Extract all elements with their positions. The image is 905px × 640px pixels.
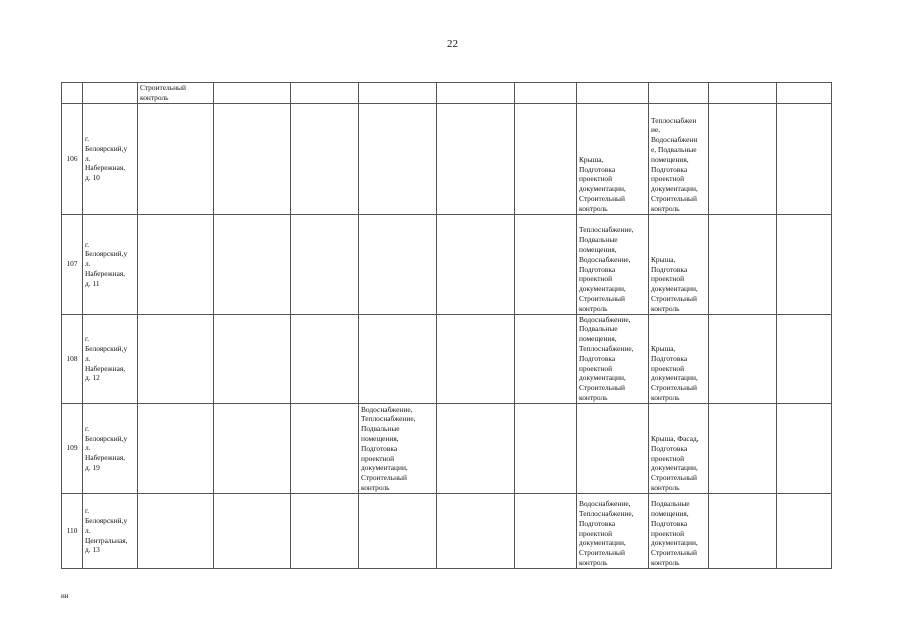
work-type-cell xyxy=(777,103,832,214)
work-type-cell xyxy=(214,403,291,493)
work-type-cell xyxy=(709,214,777,314)
cell-text: г. Белоярский,у л. Набережная, д. 11 xyxy=(85,239,128,288)
cell-text: г. Белоярский,у л. Набережная, д. 10 xyxy=(85,134,128,183)
cell-text: Теплоснабжен ие, Водоснабжени е, Подвальные помещения, Подготовка проектной документации, Строительный контроль xyxy=(651,115,698,213)
work-type-cell xyxy=(709,83,777,104)
work-type-cell xyxy=(577,493,649,568)
work-type-cell xyxy=(577,214,649,314)
work-type-cell xyxy=(291,493,359,568)
work-type-cell xyxy=(291,314,359,403)
work-type-cell xyxy=(577,403,649,493)
work-type-cell xyxy=(437,83,515,104)
table-row xyxy=(62,314,832,403)
page-number: 22 xyxy=(447,38,458,50)
cell-text: Подвальные помещения, Подготовка проектной документации, Строительный контроль xyxy=(651,499,698,567)
work-type-cell xyxy=(291,83,359,104)
cell-text: 110 xyxy=(66,525,78,535)
row-number-cell xyxy=(62,403,83,493)
address-cell xyxy=(83,314,138,403)
table-row xyxy=(62,493,832,568)
work-type-cell xyxy=(777,83,832,104)
work-type-cell xyxy=(577,103,649,214)
work-type-cell xyxy=(649,493,709,568)
work-type-cell xyxy=(291,403,359,493)
work-type-cell xyxy=(291,214,359,314)
work-type-cell xyxy=(359,314,437,403)
work-type-cell xyxy=(649,403,709,493)
work-type-cell xyxy=(214,83,291,104)
work-type-cell xyxy=(437,314,515,403)
work-type-cell xyxy=(437,493,515,568)
work-type-cell xyxy=(359,493,437,568)
address-cell xyxy=(83,103,138,214)
work-type-cell xyxy=(437,403,515,493)
work-type-cell xyxy=(437,214,515,314)
work-type-cell xyxy=(138,314,214,403)
work-type-cell xyxy=(649,83,709,104)
table-row xyxy=(62,403,832,493)
repair-schedule-table xyxy=(61,82,832,569)
cell-text: Строительный контроль xyxy=(140,83,186,102)
cell-text: Крыша, Подготовка проектной документации, Строительный контроль xyxy=(579,154,626,213)
work-type-cell xyxy=(777,314,832,403)
work-type-cell xyxy=(709,403,777,493)
cell-text: Крыша, Подготовка проектной документации, Строительный контроль xyxy=(651,343,698,402)
address-cell xyxy=(83,403,138,493)
work-type-cell xyxy=(515,214,577,314)
cell-text: 109 xyxy=(66,443,78,453)
work-type-cell xyxy=(359,83,437,104)
work-type-cell xyxy=(515,103,577,214)
work-type-cell xyxy=(138,214,214,314)
cell-text: Крыша, Подготовка проектной документации, Строительный контроль xyxy=(651,254,698,313)
work-type-cell xyxy=(138,493,214,568)
work-type-cell xyxy=(291,103,359,214)
work-type-cell xyxy=(777,214,832,314)
cell-text: Водоснабжение, Теплоснабжение, Подвальные помещения, Подготовка проектной документации, Строительный контроль xyxy=(361,404,416,492)
address-cell xyxy=(83,214,138,314)
work-type-cell xyxy=(515,314,577,403)
work-type-cell xyxy=(649,103,709,214)
cell-text: 107 xyxy=(66,259,78,269)
work-type-cell xyxy=(649,214,709,314)
row-number-cell xyxy=(62,314,83,403)
work-type-cell xyxy=(649,314,709,403)
work-type-cell xyxy=(359,103,437,214)
work-type-cell xyxy=(214,103,291,214)
row-number-cell xyxy=(62,83,83,104)
table-row xyxy=(62,83,832,104)
address-cell xyxy=(83,83,138,104)
cell-text: 106 xyxy=(66,153,78,163)
work-type-cell xyxy=(359,214,437,314)
work-type-cell xyxy=(138,83,214,104)
work-type-cell xyxy=(709,103,777,214)
work-type-cell xyxy=(214,314,291,403)
work-type-cell xyxy=(214,493,291,568)
row-number-cell xyxy=(62,493,83,568)
cell-text: Теплоснабжение, Подвальные помещения, Водоснабжение, Подготовка проектной документации, Строительный контроль xyxy=(579,225,634,313)
work-type-cell xyxy=(437,103,515,214)
cell-text: Крыша, Фасад, Подготовка проектной документации, Строительный контроль xyxy=(651,433,699,492)
cell-text: г. Белоярский,у л. Центральная, д. 13 xyxy=(85,506,128,555)
row-number-cell xyxy=(62,214,83,314)
work-type-cell xyxy=(138,103,214,214)
cell-text: г. Белоярский,у л. Набережная, д. 19 xyxy=(85,423,128,472)
cell-text: 108 xyxy=(66,353,78,363)
work-type-cell xyxy=(709,493,777,568)
cell-text: Водоснабжение, Подвальные помещения, Теплоснабжение, Подготовка проектной документации, Строительный контроль xyxy=(579,314,634,402)
work-type-cell xyxy=(577,314,649,403)
work-type-cell xyxy=(515,403,577,493)
row-number-cell xyxy=(62,103,83,214)
address-cell xyxy=(83,493,138,568)
cell-text: Водоснабжение, Теплоснабжение, Подготовка проектной документации, Строительный контроль xyxy=(579,499,634,567)
work-type-cell xyxy=(515,83,577,104)
work-type-cell xyxy=(138,403,214,493)
work-type-cell xyxy=(777,403,832,493)
work-type-cell xyxy=(359,403,437,493)
table-row xyxy=(62,103,832,214)
cell-text: г. Белоярский,у л. Набережная, д. 12 xyxy=(85,334,128,383)
work-type-cell xyxy=(214,214,291,314)
work-type-cell xyxy=(709,314,777,403)
work-type-cell xyxy=(577,83,649,104)
footer-code: ии xyxy=(61,592,69,600)
work-type-cell xyxy=(777,493,832,568)
table-row xyxy=(62,214,832,314)
work-type-cell xyxy=(515,493,577,568)
